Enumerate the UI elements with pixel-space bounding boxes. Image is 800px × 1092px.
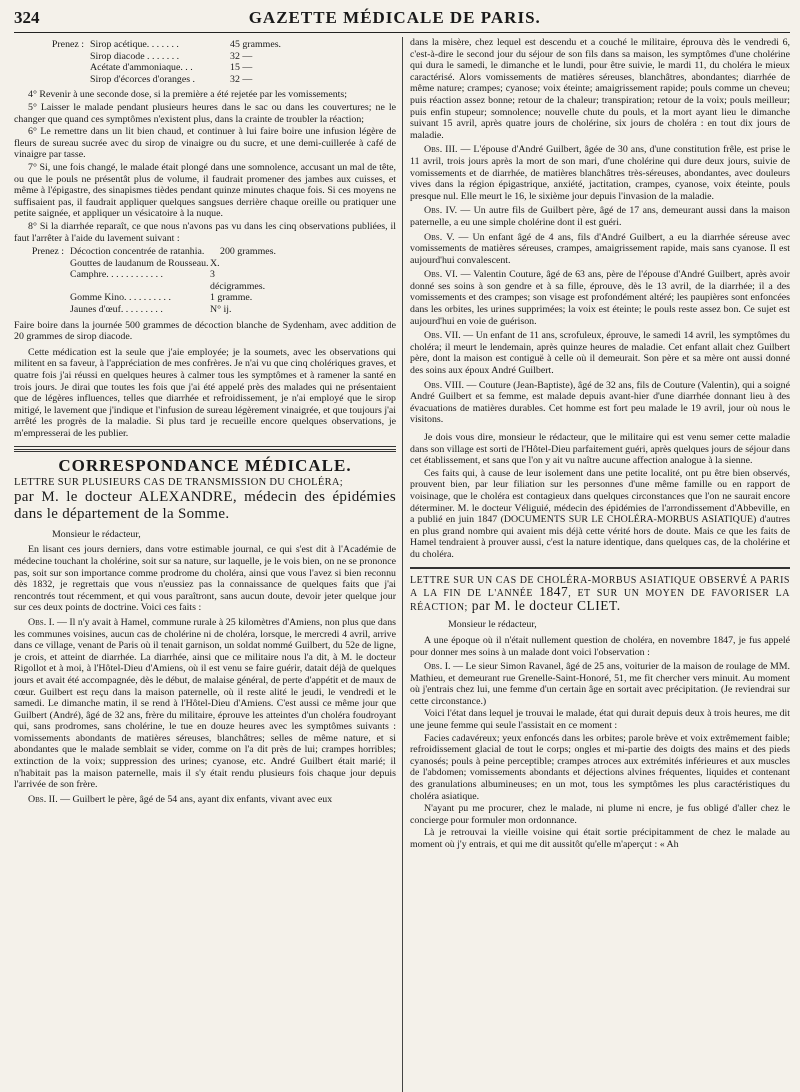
letter-title-author: par M. le docteur ALEXANDRE, médecin des épidémies dans le département de la Somme. — [14, 488, 396, 522]
paragraph: Cette médication est la seule que j'aie employée; je la soumets, avec les observations qui militent en sa faveur, à l'appréciation de mes confrères. Je n'ai vu que cinq cholériques graves, et quatre fois j'ai réussi en quelques heures à calmer tous les symptômes et à ramener la santé en trois jours. Je dirai que toutes les fois que j'ai été appelé près des malades qui ne présentaient que de légères influences, telles que diarrhée et refroidissement, je n'ai employé que le sirop mitigé, le lavement que j'indique et l'infusion de sureau légèrement vinaigrée, et que toujours j'ai arrêté les progrès de la maladie. Si plus tard je recueille encore quelques observations, je m'empresserai de les publier. — [14, 346, 396, 439]
obs-label: Obs. I. — [28, 616, 55, 628]
obs-text: — Valentin Couture, âgé de 63 ans, père de l'épouse d'André Guilbert, après avoir donné ses soins à son gendre et à sa fille, éprouve, dès le 13 avril, de la diarrhée; il a des vomissements et des crampes; son visage est profondément altéré; les paupières sont enfoncées dans les orbites, les urines supprimées; la voix est éteinte; le pouls reste assez bon. Ce sujet est aujourd'hui en voie de guérison. — [410, 269, 790, 327]
prescription-item: Camphre. . . . . . . . . . . . — [70, 269, 163, 281]
prescription-label: Prenez : — [31, 246, 64, 258]
page-number: 324 — [14, 8, 40, 27]
paragraph: 4° Revenir à une seconde dose, si la première a été rejetée par les vomissements; — [28, 89, 348, 101]
obs-label: Obs. I. — [424, 661, 451, 673]
prescription-qty: 200 grammes. — [220, 246, 276, 258]
obs-text: — Un enfant âgé de 4 ans, fils d'André Guilbert, a eu la diarrhée séreuse avec vomissements de matières séreuses, crampes, amaigrissement rapide, mais sans cyanose. Il est aujourd'hui convalescent. — [410, 231, 790, 266]
paragraph: Ces faits qui, à cause de leur isolement dans une petite localité, ont pu être bien observés, prouvent bien, par leur filiation sur les personnes d'une même famille ou en rapport de voisinage, que le choléra est contagieux dans quelques circonstances que l'on ne saurait encore déterminer. M. le docteur Véliguié, médecin des épidémies de l'arrondissement d'Abbeville, en a publié en juin 1847 (DOCUMENTS SUR LE CHOLÉRA-MORBUS ASIATIQUE) d'autres en plus grand nombre qui avaient mis déjà cette vérité hors de doute. Mais ce que les faits de Hamel tendraient à prouver aussi, c'est la nature identique, dans quelques cas, de la cholérine et du choléra. — [410, 467, 790, 560]
columns — [14, 37, 790, 1092]
section-double-rule — [14, 449, 396, 454]
obs-label: Obs. V. — [424, 231, 455, 243]
paragraph: Faire boire dans la journée 500 grammes de décoction blanche de Sydenham, avec addition de 20 grammes de sirop diacode. — [14, 319, 396, 343]
prescription-row — [14, 51, 396, 63]
letter-title-author: par M. le docteur CLIET. — [467, 597, 621, 613]
prescription-2 — [14, 246, 396, 316]
prescription-item: Sirop acétique. . . . . . . — [90, 39, 179, 50]
prescription-qty: N° ij. — [210, 304, 232, 316]
prescription-qty: 32 — — [230, 50, 253, 62]
letter-title — [410, 575, 790, 614]
right-column — [403, 37, 790, 1092]
section-heading: CORRESPONDANCE MÉDICALE. — [58, 455, 352, 475]
letter-title — [14, 477, 396, 523]
obs-label: Obs. III. — [424, 144, 458, 156]
prescription-item: Gouttes de laudanum de Rousseau. — [70, 257, 209, 269]
obs-text: — Le sieur Simon Ravanel, âgé de 25 ans, voiturier de la maison de roulage de MM. Mathieu, et demeurant rue Grenelle-Saint-Honoré, 51, me fit chercher vers minuit. Au moment où j'entrais chez lui, une femme d'un certain âge en sortait avec précipitation. (Je reviendrai sur cette circonstance.) — [410, 661, 790, 707]
letter-title-line: LETTRE SUR PLUSIEURS CAS DE TRANSMISSION DU CHOLÉRA; — [14, 477, 343, 489]
obs-label: Obs. VIII. — [424, 379, 464, 391]
prescription-item: Jaunes d'œuf. . . . . . . . . — [70, 304, 163, 316]
prescription-row — [14, 258, 396, 270]
page-header — [14, 8, 790, 33]
left-column — [14, 37, 403, 1092]
prescription-row — [14, 39, 396, 51]
prescription-qty: 3 décigrammes. — [210, 269, 266, 292]
section-rule — [410, 567, 790, 569]
prescription-item: Sirop diacode . . . . . . . — [90, 50, 180, 62]
paragraph: Facies cadavéreux; yeux enfoncés dans les orbites; parole brève et voix extrêmement faible; refroidissement glacial de tout le corps; ongles et mi-partie des doigts des mains et des pieds cyanosés; pouls à peine perceptible; crampes atroces aux extrémités inférieures et aux muscles de l'abdomen; vomissements abondants et déjections alvines fréquentes, liquides et contenant des granulations albumineuses; en un mot, tous les symptômes les plus caractéristiques du choléra asiatique. — [410, 732, 790, 802]
prescription-1 — [14, 39, 396, 85]
observation — [14, 617, 396, 791]
prescription-item: Gomme Kino. . . . . . . . . . — [70, 292, 171, 304]
obs-text: — Guilbert le père, âgé de 54 ans, ayant dix enfants, vivant avec eux — [57, 793, 333, 805]
paragraph: 6° Le remettre dans un lit bien chaud, et continuer à lui faire boire une infusion légère de fleurs de sureau sucrée avec du sirop de vinaigre ou du sucre, et une demi-cuillerée à café de vinaigre par tasse. — [14, 126, 396, 161]
obs-label: Obs. VII. — [424, 330, 461, 342]
prescription-label: Prenez : — [51, 39, 84, 50]
prescription-qty: 32 — — [230, 73, 253, 85]
paragraph: Voici l'état dans lequel je trouvai le malade, état qui durait depuis deux à trois heures, me dit une jeune femme qui seule l'assistait en ce moment : — [410, 708, 790, 732]
obs-text: — Il n'y avait à Hamel, commune rurale à 25 kilomètres d'Amiens, non plus que dans les communes voisines, aucun cas de cholérine ni de choléra, lorsque, le mercredi 4 avril, arrive dans ce village, venant de Paris où il tenait garnison, un soldat nommé Guilbert, du 52e de ligne, je crois, et atteint de diarrhée. La diarrhée, ainsi que ce militaire nous l'a dit, à M. le docteur Rigollot et à moi, à l'Hôtel-Dieu d'Amiens, où il est venu se faire guérir, datait déjà de quelques jours et avait été accompagnée, dès le début, de malaise général, de perte d'appétit et de maux de cœur. Guilbert est reçu dans la maison paternelle, où il reste alité le jeudi, le vendredi et le samedi. Le dimanche matin, il se rend à l'Hôtel-Dieu d'Amiens. C'est aussi ce même jour que Guilbert (André), âgé de 32 ans, frère du militaire, éprouve les atteintes d'un choléra foudroyant qui, sans prodromes, sans cholérine, le tue en douze heures avec les symptômes suivants : vomissements abondants de matières séreuses, blanchâtres; selles de même nature, et si abondantes que le malade semblait se vider, comme on l'a dit près de lui; crampes horribles; extinction de la voix; suppression des urines; cyanose, etc. André Guilbert était marié; il n'habitait pas la maison paternelle, mais il s'y était rendu plusieurs fois chaque jour depuis l'arrivée de son frère. — [14, 616, 396, 791]
prescription-row — [14, 246, 396, 258]
paragraph: dans la misère, chez lequel est descendu et a couché le militaire, éprouva dès le vendredi 6, c'est-à-dire le second jour du séjour de son fils dans sa maison, les symptômes d'une cholérine qui dura le samedi, le dimanche et le lundi, pour être suivie, le mardi 11, du choléra le mieux caractérisé. Alors vomissements de matières séreuses, blanchâtres, abondantes; diarrhée de même nature; crampes; cyanose; voix éteinte; amaigrissement rapide; pouls comme un cheveu; puis réaction assez bonne; retour de la chaleur; transpiration; retour de la voix; pouls meilleur; puis enfin stupeur; somnolence; nouvelle chute du pouls, et la mort ayant lieu le dimanche suivant 15 avril, après quatre jours de cholérine, six jours de choléra : en tout dix jours de maladie. — [410, 37, 790, 141]
observation — [410, 269, 790, 327]
section-rule — [14, 446, 396, 447]
prescription-row — [14, 62, 396, 74]
prescription-item: Décoction concentrée de ratanhia. — [70, 246, 205, 258]
obs-text: — L'épouse d'André Guilbert, âgée de 30 ans, d'une constitution frêle, est prise le 11 avril, trois jours après la mort de son mari, d'une cholérine qui dure deux jours, suivie de vomissements et de diarrhée, de matières blanchâtres très-séreuses, abondantes, avec douleurs vives dans la région épigastrique, anxiété, jactitation, crampes, cyanose, voix éteinte, pouls presque nul. Elle meurt le 16, le sixième jour depuis l'invasion de la maladie. — [410, 144, 790, 202]
salutation: Monsieur le rédacteur, — [52, 528, 141, 540]
obs-label: Obs. II. — [28, 793, 58, 805]
prescription-item: Acétate d'ammoniaque. . . — [90, 62, 193, 74]
paragraph: 7° Si, une fois changé, le malade était plongé dans une somnolence, accusant un mal de tête, ou que le pouls ne présentât plus de volume, il faudrait promener des jambes aux cuisses, et même à l'épigastre, des sinapismes tièdes pendant quinze minutes chaque fois. Si ces moyens ne suffisaient pas, il faudrait appliquer quelques sangsues derrière chaque oreille ou pratiquer une petite saignée, et appliquer un vésicatoire à la nuque. — [14, 161, 396, 220]
obs-text: — Couture (Jean-Baptiste), âgé de 32 ans, fils de Couture (Valentin), qui a soigné André Guilbert et sa femme, est malade depuis avant-hier d'une diarrhée donnant lieu à des évacuations de matières durables. Cet homme est fort peu malade le 19 avril, jour où nous le visitons. — [410, 379, 790, 426]
obs-label: Obs. IV. — [424, 205, 458, 217]
observation — [410, 330, 790, 376]
observation — [410, 144, 790, 202]
prescription-qty: 15 — — [230, 62, 253, 74]
observation — [14, 794, 396, 806]
paragraph: 8° Si la diarrhée reparaît, ce que nous n'avons pas vu dans les cinq observations publiées, il faut l'arrêter à l'aide du lavement suivant : — [14, 220, 396, 244]
prescription-qty: 1 gramme. — [210, 292, 253, 304]
observation — [410, 661, 790, 707]
prescription-row — [14, 292, 396, 304]
paragraph: A une époque où il n'était nullement question de choléra, en novembre 1847, je fus appelé pour donner mes soins à un malade dont voici l'observation : — [410, 634, 790, 658]
salutation: Monsieur le rédacteur, — [448, 619, 537, 631]
prescription-row — [14, 269, 396, 292]
paragraph: N'ayant pu me procurer, chez le malade, ni plume ni encre, je fus obligé d'aller chez le concierge pour formuler mon ordonnance. — [410, 803, 790, 826]
observation — [410, 380, 790, 426]
letter-title-line: LETTRE SUR UN CAS DE CHOLÉRA-MORBUS ASIATIQUE OBSERVÉ A PARIS A LA FIN DE L'ANNÉE — [410, 574, 790, 600]
prescription-row — [14, 74, 396, 86]
obs-text: — Un enfant de 11 ans, scrofuleux, éprouve, le samedi 14 avril, les symptômes du choléra; il meurt le lendemain, après quinze heures de maladie. Cet enfant allait chez Guilbert père, dont la maison est contiguë à celle où il demeurait. Son père et sa mère ont aussi donné des soins aux époux André Guilbert. — [410, 330, 790, 377]
obs-label: Obs. VI. — [424, 269, 458, 281]
prescription-qty: X. — [210, 257, 220, 269]
prescription-qty: 45 grammes. — [230, 39, 282, 50]
paragraph: Là je retrouvai la vieille voisine qui était sortie précipitamment de chez le malade au moment où j'y entrais, et qui me dit aussitôt qu'elle m'aperçut : « Ah — [410, 827, 790, 850]
obs-text: — Un autre fils de Guilbert père, âgé de 17 ans, demeurant aussi dans la maison paternelle, a eu une simple cholérine dont il est guéri. — [410, 205, 790, 228]
paragraph: Je dois vous dire, monsieur le rédacteur, que le militaire qui est venu semer cette maladie dans son village est sorti de l'Hôtel-Dieu parfaitement guéri, après quelques jours de séjour dans cet établissement, et sans que l'on y ait vu naître aucune affection analogue à la sienne. — [410, 432, 790, 467]
letter-title-year: 1847 — [539, 584, 569, 600]
observation — [410, 232, 790, 267]
paragraph: En lisant ces jours derniers, dans votre estimable journal, ce qui s'est dit à l'Académie de médecine touchant la cholérine, soit sur sa nature, sur laquelle, je le vois bien, on ne se prononce pas, soit sur son importance comme prodrome du choléra, ainsi que vous l'avez si bien reconnu dès 1832, je regrettais que vous n'eussiez pas la connaissance de quelques faits que j'ai rencontrés tout récemment, et qui vous paraîtront, sans aucun doute, devoir jeter quelque jour sur ces deux points de doctrine. Voici ces faits : — [14, 544, 396, 614]
prescription-item: Sirop d'écorces d'oranges . — [90, 73, 196, 85]
prescription-row — [14, 304, 396, 316]
paragraph: 5° Laisser le malade pendant plusieurs heures dans le sac ou dans les couvertures; ne le changer que quand ces symptômes n'existent plus, dans la crainte de troubler la réaction; — [14, 101, 396, 125]
observation — [410, 205, 790, 228]
journal-title: GAZETTE MÉDICALE DE PARIS. — [248, 8, 541, 27]
letter-title-line: , ET SUR UN MOYEN DE FAVORISER LA RÉACTION; — [410, 588, 790, 613]
